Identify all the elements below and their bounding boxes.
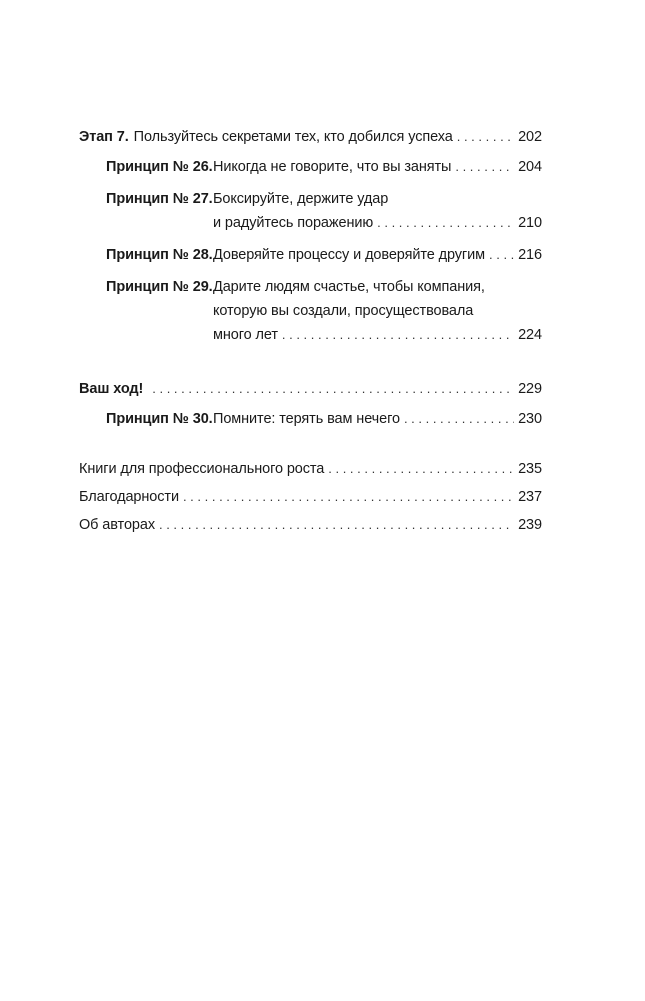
section-title: Благодарности (79, 489, 179, 505)
dot-leader (159, 513, 514, 537)
dot-leader (377, 211, 514, 235)
principle-title: Никогда не говорите, что вы заняты (213, 159, 452, 175)
toc-entry-acknowledgements[interactable] (79, 485, 542, 509)
section-title: Книги для профессионального роста (79, 461, 325, 477)
toc-entry-principle-28[interactable] (79, 243, 542, 267)
page-number: 216 (518, 247, 542, 263)
dot-leader (489, 243, 514, 267)
page-number: 204 (518, 159, 542, 175)
dot-leader (328, 457, 514, 481)
page-number: 237 (518, 489, 542, 505)
principle-label: Принцип № 30. (106, 411, 213, 427)
toc-entry-principle-26[interactable] (79, 155, 542, 179)
principle-label: Принцип № 29. (106, 279, 213, 295)
page-number: 235 (518, 461, 542, 477)
page-number: 239 (518, 517, 542, 533)
dot-leader (282, 323, 514, 347)
toc-entry-principle-29[interactable] (79, 275, 542, 347)
toc-entry-your-move[interactable] (79, 377, 542, 401)
page-number: 229 (518, 381, 542, 397)
principle-label: Принцип № 28. (106, 247, 213, 263)
toc-entry-principle-27[interactable] (79, 187, 542, 235)
stage-label: Этап 7. (79, 129, 129, 145)
principle-title-line-1: Дарите людям счастье, чтобы компания, (213, 279, 485, 295)
toc-entry-principle-30[interactable] (79, 407, 542, 431)
spacer (79, 355, 542, 377)
principle-title: Помните: терять вам нечего (213, 411, 400, 427)
page-number: 202 (518, 129, 542, 145)
stage-title: Пользуйтесь секретами тех, кто добился успеха (133, 129, 453, 145)
principle-title-line-1: Боксируйте, держите удар (213, 191, 389, 207)
principle-label: Принцип № 27. (106, 191, 213, 207)
dot-leader (455, 155, 514, 179)
table-of-contents (79, 125, 542, 541)
spacer (79, 439, 542, 457)
dot-leader (183, 485, 514, 509)
principle-title-line-2: которую вы создали, просуществовала (213, 303, 474, 319)
dot-leader (457, 125, 514, 149)
toc-entry-about-authors[interactable] (79, 513, 542, 537)
principle-title-line-2: и радуйтесь поражению (213, 215, 374, 231)
toc-entry-stage-7[interactable] (79, 125, 542, 149)
page-number: 210 (518, 215, 542, 231)
page-number: 224 (518, 327, 542, 343)
principle-label: Принцип № 26. (106, 159, 213, 175)
principle-title-line-3: много лет (213, 327, 278, 343)
dot-leader (404, 407, 514, 431)
section-title: Об авторах (79, 517, 155, 533)
section-label: Ваш ход! (79, 381, 144, 397)
principle-title: Доверяйте процессу и доверяйте другим (213, 247, 485, 263)
page-number: 230 (518, 411, 542, 427)
toc-entry-books[interactable] (79, 457, 542, 481)
dot-leader (152, 377, 514, 401)
